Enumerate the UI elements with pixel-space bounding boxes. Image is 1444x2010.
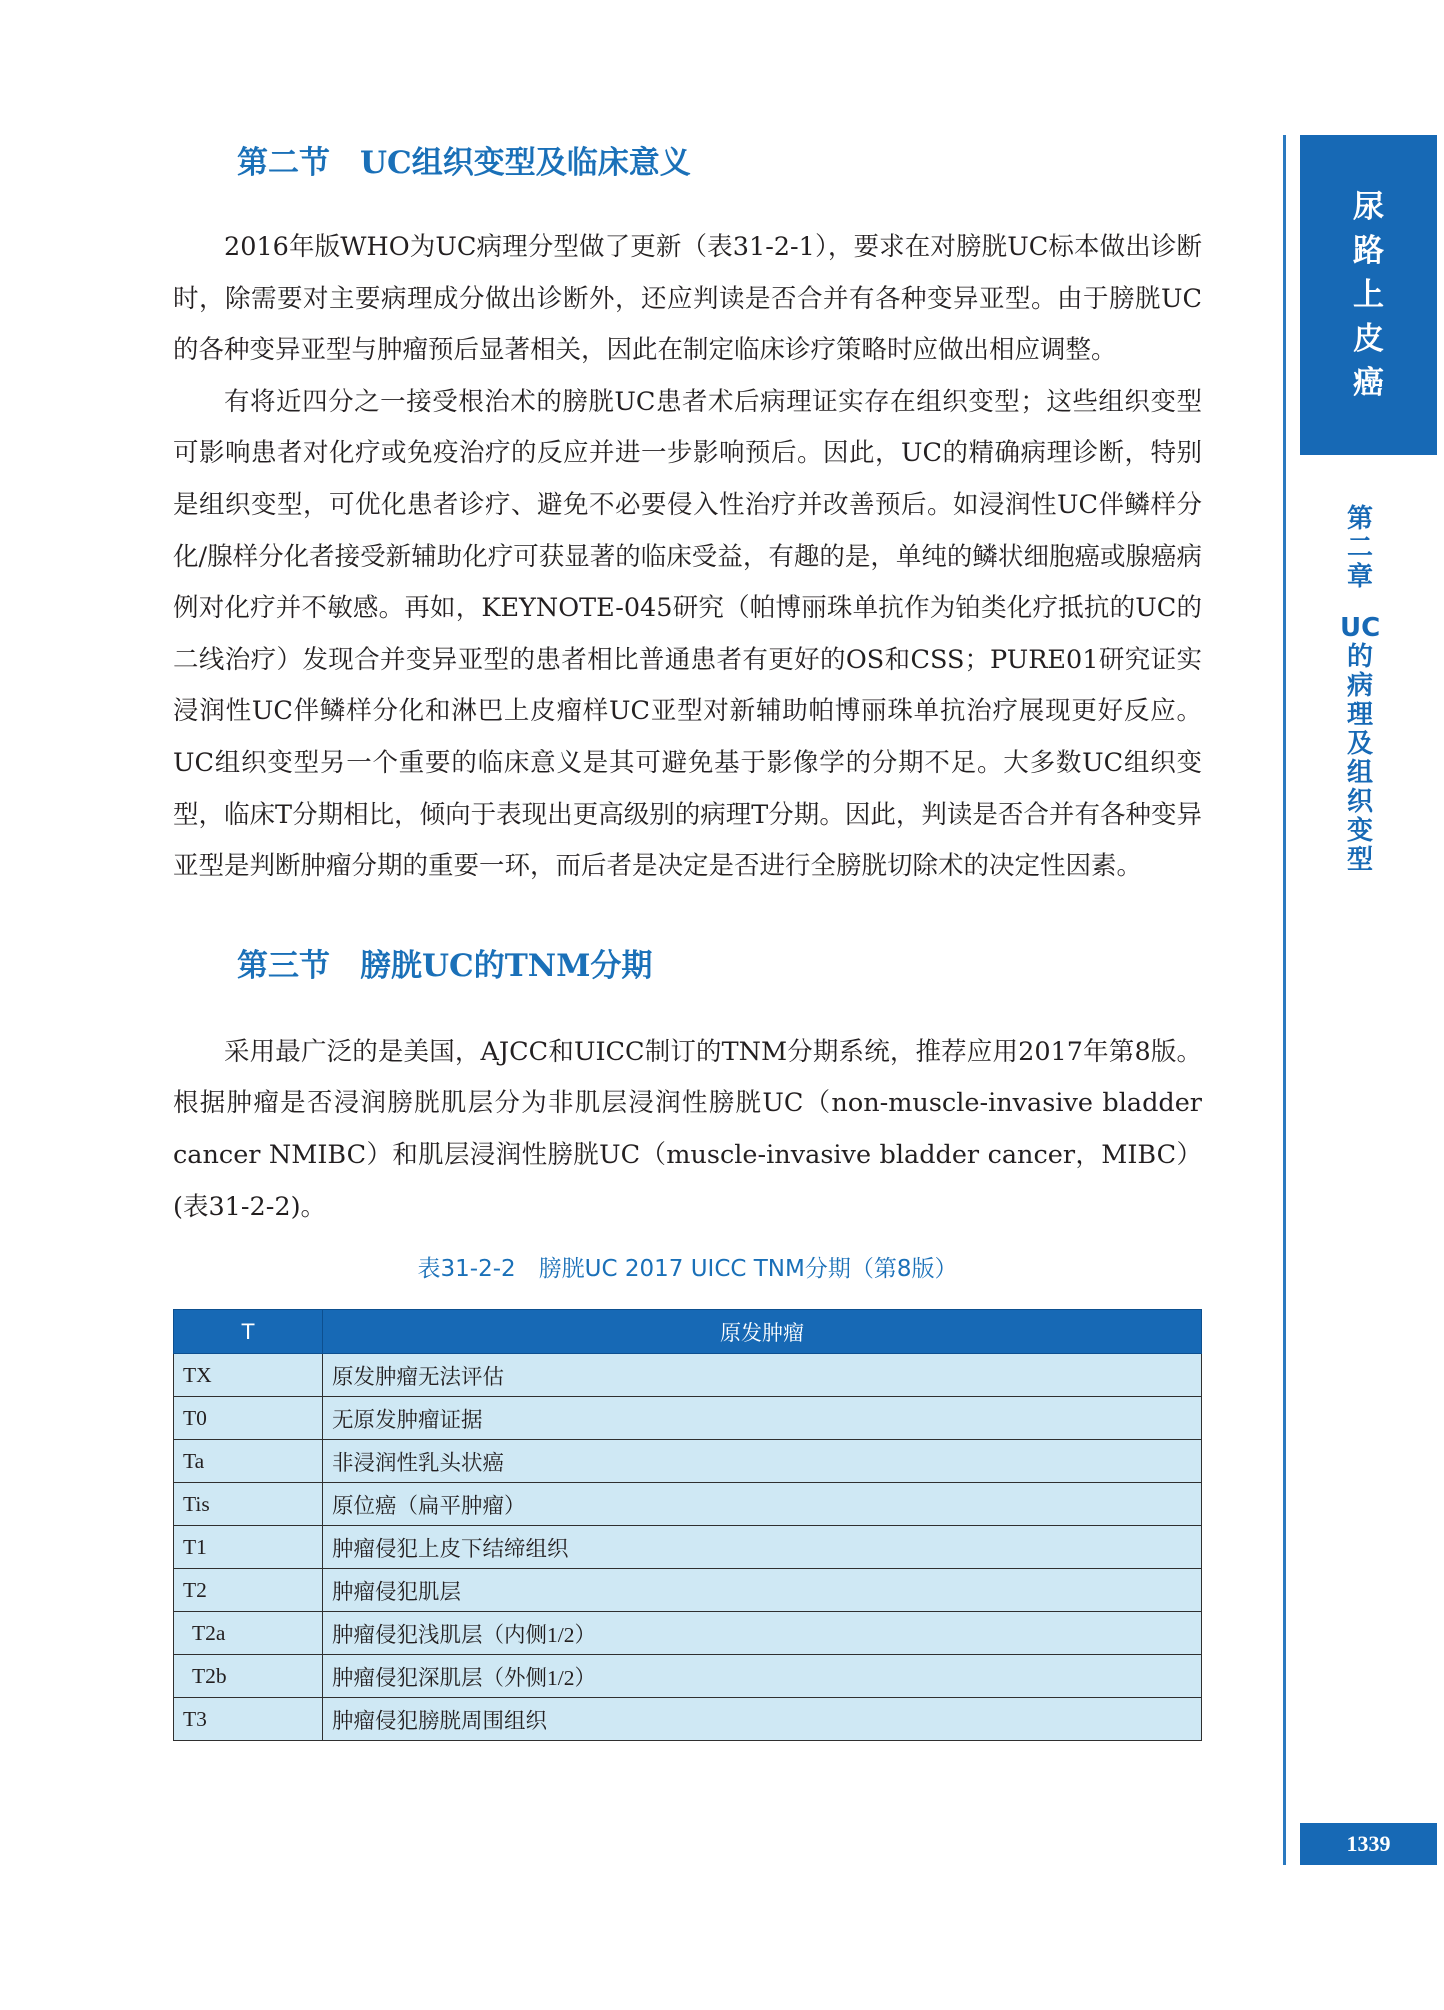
stage-code: T1 bbox=[174, 1526, 323, 1569]
body-paragraph: 有将近四分之一接受根治术的膀胱UC患者术后病理证实存在组织变型；这些组织变型可影响患者对化疗或免疫治疗的反应并进一步影响预后。因此，UC的精确病理诊断，特别是组织变型，可优化患者诊疗、避免不必要侵入性治疗并改善预后。如浸润性UC伴鳞样分化/腺样分化者接受新辅助化疗可获显著的临床受益，有趣的是，单纯的鳞状细胞癌或腺癌病例对化疗并不敏感。再如，KEYNOTE-045研究（帕博丽珠单抗作为铂类化疗抵抗的UC的二线治疗）发现合并变异亚型的患者相比普通患者有更好的OS和CSS；PURE01研究证实浸润性UC伴鳞样分化和淋巴上皮瘤样UC亚型对新辅助帕博丽珠单抗治疗展现更好反应。UC组织变型另一个重要的临床意义是其可避免基于影像学的分期不足。大多数UC组织变型，临床T分期相比，倾向于表现出更高级别的病理T分期。因此，判读是否合并有各种变异亚型是判断肿瘤分期的重要一环，而后者是决定是否进行全膀胱切除术的决定性因素。 bbox=[173, 386, 1202, 882]
chapter-char: UC bbox=[1340, 613, 1381, 643]
stage-code: T3 bbox=[174, 1698, 323, 1741]
stage-code: T2a bbox=[174, 1612, 323, 1655]
table-row bbox=[174, 1569, 1202, 1612]
stage-code: T2b bbox=[174, 1655, 323, 1698]
table-row bbox=[174, 1655, 1202, 1698]
stage-code: Tis bbox=[174, 1483, 323, 1526]
stage-description: 原位癌（扁平肿瘤） bbox=[323, 1483, 1202, 1526]
table-row bbox=[174, 1698, 1202, 1741]
tnm-table bbox=[173, 1309, 1202, 1741]
stage-code: Ta bbox=[174, 1440, 323, 1483]
section-number: 第三节 bbox=[237, 947, 330, 984]
stage-description: 非浸润性乳头状癌 bbox=[323, 1440, 1202, 1483]
stage-description: 肿瘤侵犯深肌层（外侧1/2） bbox=[323, 1655, 1202, 1698]
side-tab-char: 皮 bbox=[1353, 321, 1384, 357]
side-tab-char: 尿 bbox=[1353, 189, 1384, 225]
table-caption: 表31-2-2 膀胱UC 2017 UICC TNM分期（第8版） bbox=[417, 1256, 958, 1283]
table-row bbox=[174, 1526, 1202, 1569]
stage-description: 肿瘤侵犯膀胱周围组织 bbox=[323, 1698, 1202, 1741]
table-row bbox=[174, 1440, 1202, 1483]
chapter-char: 织 bbox=[1346, 787, 1373, 817]
side-tab-title bbox=[1300, 135, 1437, 405]
table-row bbox=[174, 1354, 1202, 1397]
chapter-label bbox=[1340, 505, 1380, 875]
chapter-char: 二 bbox=[1346, 533, 1373, 563]
chapter-char: 组 bbox=[1346, 758, 1373, 788]
chapter-char: 理 bbox=[1346, 700, 1373, 730]
chapter-char: 的 bbox=[1346, 642, 1373, 672]
side-tab bbox=[1300, 135, 1437, 455]
margin-rule bbox=[1283, 135, 1286, 1865]
table-row bbox=[174, 1483, 1202, 1526]
chapter-char: 章 bbox=[1346, 562, 1373, 592]
section-title: UC组织变型及临床意义 bbox=[360, 145, 691, 181]
section-number: 第二节 bbox=[237, 145, 330, 181]
table-row bbox=[174, 1612, 1202, 1655]
chapter-char: 第 bbox=[1346, 504, 1373, 534]
side-tab-char: 癌 bbox=[1353, 365, 1384, 401]
body-paragraph: 采用最广泛的是美国，AJCC和UICC制订的TNM分期系统，推荐应用2017年第8版。根据肿瘤是否浸润膀胱肌层分为非肌层浸润性膀胱UC（non-muscle-invasive bladder cancer NMIBC）和肌层浸润性膀胱UC（muscle-invasive bladder cancer，MIBC）(表31-2-2)。 bbox=[173, 1036, 1202, 1222]
section-heading-3 bbox=[173, 943, 1202, 989]
chapter-char: 变 bbox=[1346, 816, 1373, 846]
stage-code: T2 bbox=[174, 1569, 323, 1612]
stage-code: T0 bbox=[174, 1397, 323, 1440]
stage-code: TX bbox=[174, 1354, 323, 1397]
section-heading-2 bbox=[173, 140, 1202, 186]
body-paragraph: 2016年版WHO为UC病理分型做了更新（表31-2-1），要求在对膀胱UC标本做出诊断时，除需要对主要病理成分做出诊断外，还应判读是否合并有各种变异亚型。由于膀胱UC的各种变异亚型与肿瘤预后显著相关，因此在制定临床诊疗策略时应做出相应调整。 bbox=[173, 232, 1202, 366]
side-tab-char: 路 bbox=[1353, 233, 1384, 269]
stage-description: 肿瘤侵犯上皮下结缔组织 bbox=[323, 1526, 1202, 1569]
column-header-primary-tumor: 原发肿瘤 bbox=[323, 1310, 1202, 1354]
main-content bbox=[173, 140, 1202, 1741]
page-number: 1339 bbox=[1300, 1823, 1437, 1865]
stage-description: 肿瘤侵犯肌层 bbox=[323, 1569, 1202, 1612]
chapter-char: 型 bbox=[1346, 845, 1373, 875]
section-title: 膀胱UC的TNM分期 bbox=[360, 947, 653, 984]
table-header-row bbox=[174, 1310, 1202, 1354]
stage-description: 肿瘤侵犯浅肌层（内侧1/2） bbox=[323, 1612, 1202, 1655]
stage-description: 原发肿瘤无法评估 bbox=[323, 1354, 1202, 1397]
stage-description: 无原发肿瘤证据 bbox=[323, 1397, 1202, 1440]
chapter-char: 病 bbox=[1346, 671, 1373, 701]
column-header-t: T bbox=[174, 1310, 323, 1354]
chapter-char: 及 bbox=[1346, 729, 1373, 759]
side-tab-char: 上 bbox=[1353, 277, 1384, 313]
table-row bbox=[174, 1397, 1202, 1440]
